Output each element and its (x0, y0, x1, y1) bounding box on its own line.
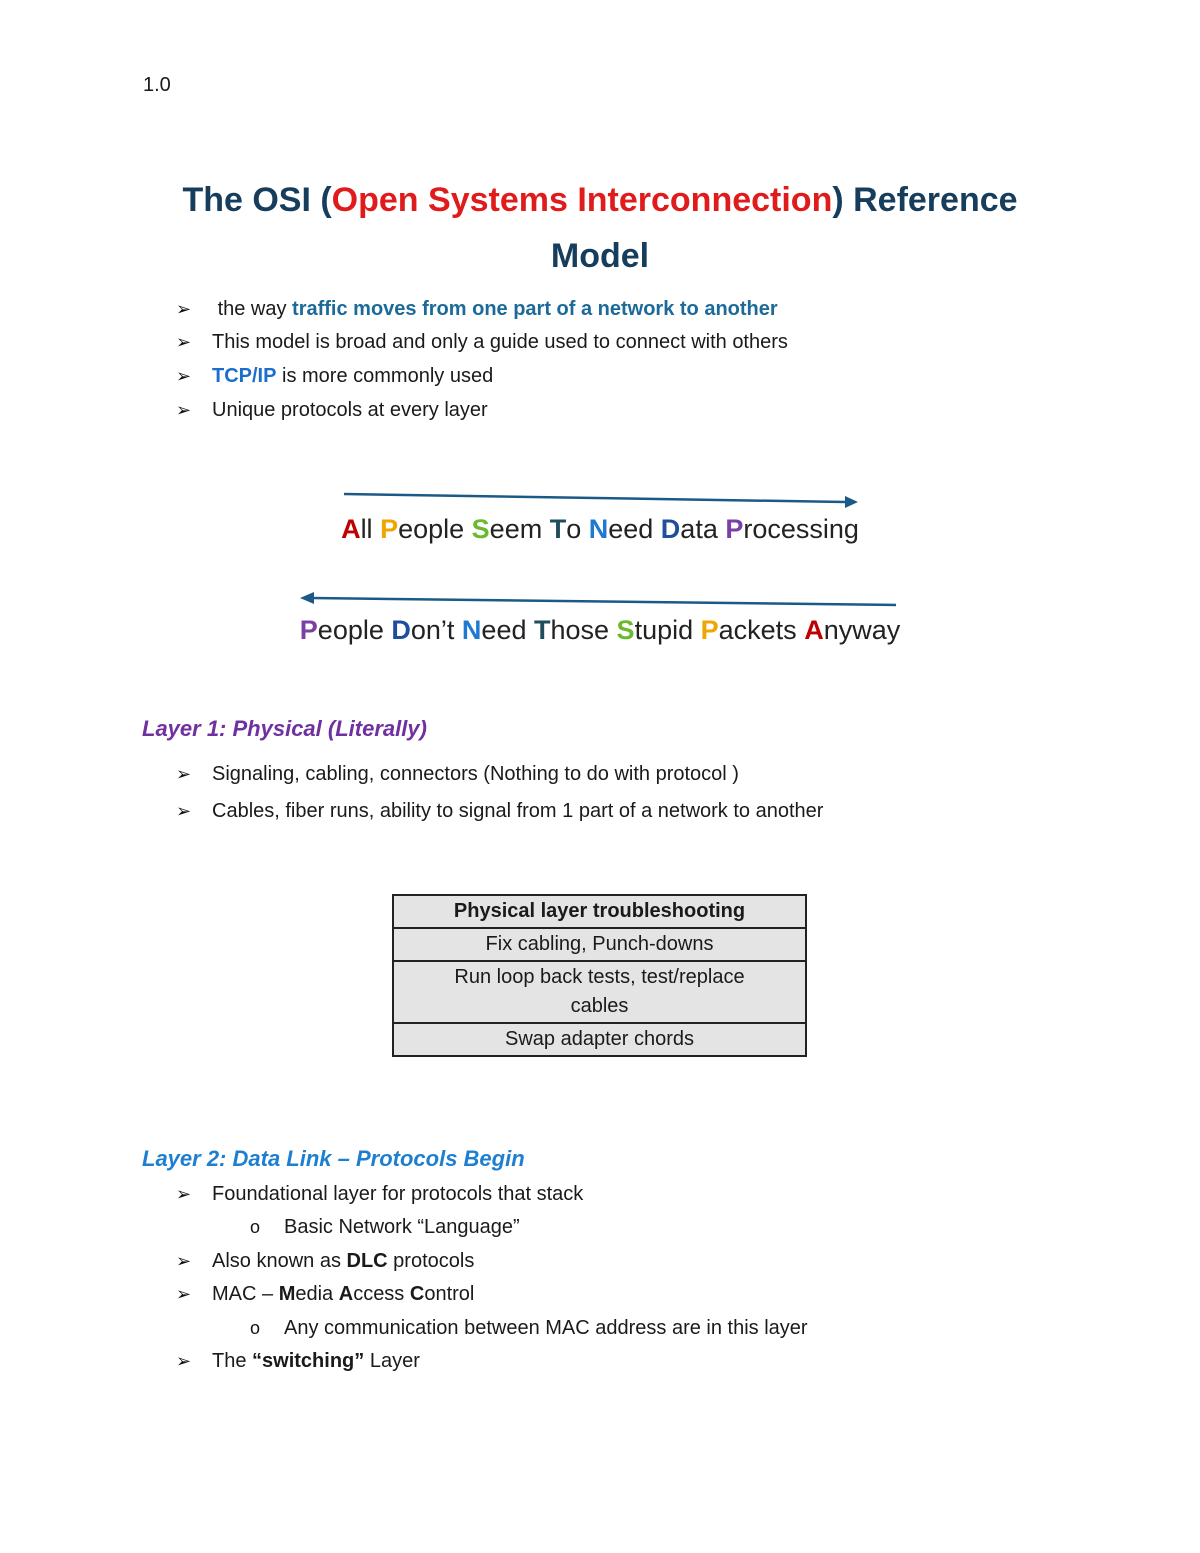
table-cell: Swap adapter chords (393, 1023, 806, 1056)
mnemonic-word: ll (360, 514, 381, 544)
mnemonic-word: on’t (410, 615, 462, 645)
arrow-bullet-icon: ➢ (176, 1251, 192, 1271)
mnemonic-word: eed (608, 514, 661, 544)
table-row (393, 928, 806, 961)
table-cell: Run loop back tests, test/replace cables (393, 961, 806, 1023)
arrow-bullet-icon: ➢ (176, 400, 192, 420)
mnemonic-down (100, 514, 1100, 545)
title-part-3: ) Reference (832, 181, 1018, 219)
bullet-text: the way (217, 298, 293, 320)
layer2-subbullet (250, 1216, 520, 1239)
mnemonic-initial: P (380, 514, 399, 544)
mnemonic-word: rocessing (743, 514, 859, 544)
bullet-text: ccess (353, 1283, 410, 1305)
mnemonic-initial: N (461, 615, 482, 645)
arrow-bullet-icon: ➢ (176, 801, 192, 821)
mnemonic-initial: S (471, 514, 490, 544)
page-number: 1.0 (143, 74, 171, 96)
bullet-text: Layer (364, 1350, 420, 1372)
mnemonic-initial: P (299, 615, 318, 645)
bullet-text: ontrol (424, 1283, 475, 1305)
bullet-text: protocols (387, 1250, 475, 1272)
table-header-row (393, 895, 806, 928)
bullet-bold: M (278, 1283, 296, 1305)
table-row (393, 961, 806, 1023)
mnemonic-word: o (566, 514, 589, 544)
mnemonic-initial: P (725, 514, 744, 544)
bullet-text: Also known as (212, 1250, 347, 1272)
bullet-highlight: traffic moves from one part of a network to another (292, 298, 778, 320)
layer1-bullet (176, 763, 739, 786)
table-header: Physical layer troubleshooting (393, 895, 806, 928)
mnemonic-word: hose (550, 615, 617, 645)
bullet-text: is more commonly used (276, 365, 494, 387)
bullet-text: Signaling, cabling, connectors (Nothing to do with protocol ) (212, 763, 739, 785)
mnemonic-up (100, 615, 1100, 646)
bullet-text: Unique protocols at every layer (212, 399, 488, 421)
arrow-bullet-icon: ➢ (176, 299, 192, 319)
layer2-heading: Layer 2: Data Link – Protocols Begin (142, 1146, 525, 1171)
mnemonic-initial: A (804, 615, 824, 645)
arrow-bullet-icon: ➢ (176, 1284, 192, 1304)
title-part-2: Open Systems Interconnection (331, 181, 833, 219)
arrow-bullet-icon: ➢ (176, 332, 192, 352)
title-part-1: The OSI ( (182, 181, 332, 219)
layer2-subbullet (250, 1317, 808, 1340)
bullet-text: Foundational layer for protocols that stack (212, 1183, 584, 1205)
bullet-highlight: TCP/IP (212, 365, 277, 387)
bullet-bold: C (409, 1283, 425, 1305)
circle-bullet-icon: o (250, 1318, 261, 1338)
circle-bullet-icon: o (250, 1217, 261, 1237)
page-title-line2: Model (550, 237, 650, 275)
bullet-text: This model is broad and only a guide used to connect with others (212, 331, 788, 353)
mnemonic-word: eem (489, 514, 550, 544)
bullet-text: MAC – (212, 1283, 279, 1305)
mnemonic-word: eople (317, 615, 392, 645)
mnemonic-word: ata (680, 514, 726, 544)
mnemonic-initial: P (700, 615, 719, 645)
mnemonic-word: nyway (823, 615, 901, 645)
table-cell: Fix cabling, Punch-downs (393, 928, 806, 961)
bullet-text: Basic Network “Language” (284, 1216, 520, 1238)
layer2-bullet (176, 1283, 474, 1306)
arrow-bullet-icon: ➢ (176, 764, 192, 784)
troubleshooting-table (392, 894, 807, 1057)
mnemonic-initial: T (549, 514, 567, 544)
bullet-bold: DLC (346, 1250, 388, 1272)
layer1-bullet (176, 800, 823, 823)
arrow-bullet-icon: ➢ (176, 1184, 192, 1204)
mnemonic-word: eed (481, 615, 534, 645)
mnemonic-word: eople (398, 514, 472, 544)
bullet-text: Any communication between MAC address are in this layer (284, 1317, 808, 1339)
mnemonic-word: tupid (634, 615, 701, 645)
layer1-heading: Layer 1: Physical (Literally) (142, 716, 427, 741)
arrow-bullet-icon: ➢ (176, 1351, 192, 1371)
mnemonic-initial: D (391, 615, 411, 645)
bullet-text: The (212, 1350, 253, 1372)
mnemonic-initial: T (533, 615, 551, 645)
layer2-bullet (176, 1183, 583, 1206)
bullet-bold: A (338, 1283, 354, 1305)
table-row (393, 1023, 806, 1056)
mnemonic-initial: A (341, 514, 361, 544)
mnemonic-initial: D (660, 514, 681, 544)
left-arrow-icon (300, 592, 896, 605)
right-arrow-icon (344, 494, 858, 508)
layer2-bullet (176, 1350, 420, 1373)
arrow-bullet-icon: ➢ (176, 366, 192, 386)
bullet-bold: “switching” (252, 1350, 365, 1372)
bullet-text: edia (295, 1283, 339, 1305)
layer2-bullet (176, 1250, 474, 1273)
bullet-text: Cables, fiber runs, ability to signal from 1 part of a network to another (212, 800, 824, 822)
mnemonic-word: ackets (718, 615, 805, 645)
mnemonic-arrows (0, 0, 1200, 700)
mnemonic-initial: N (588, 514, 609, 544)
mnemonic-initial: S (616, 615, 635, 645)
